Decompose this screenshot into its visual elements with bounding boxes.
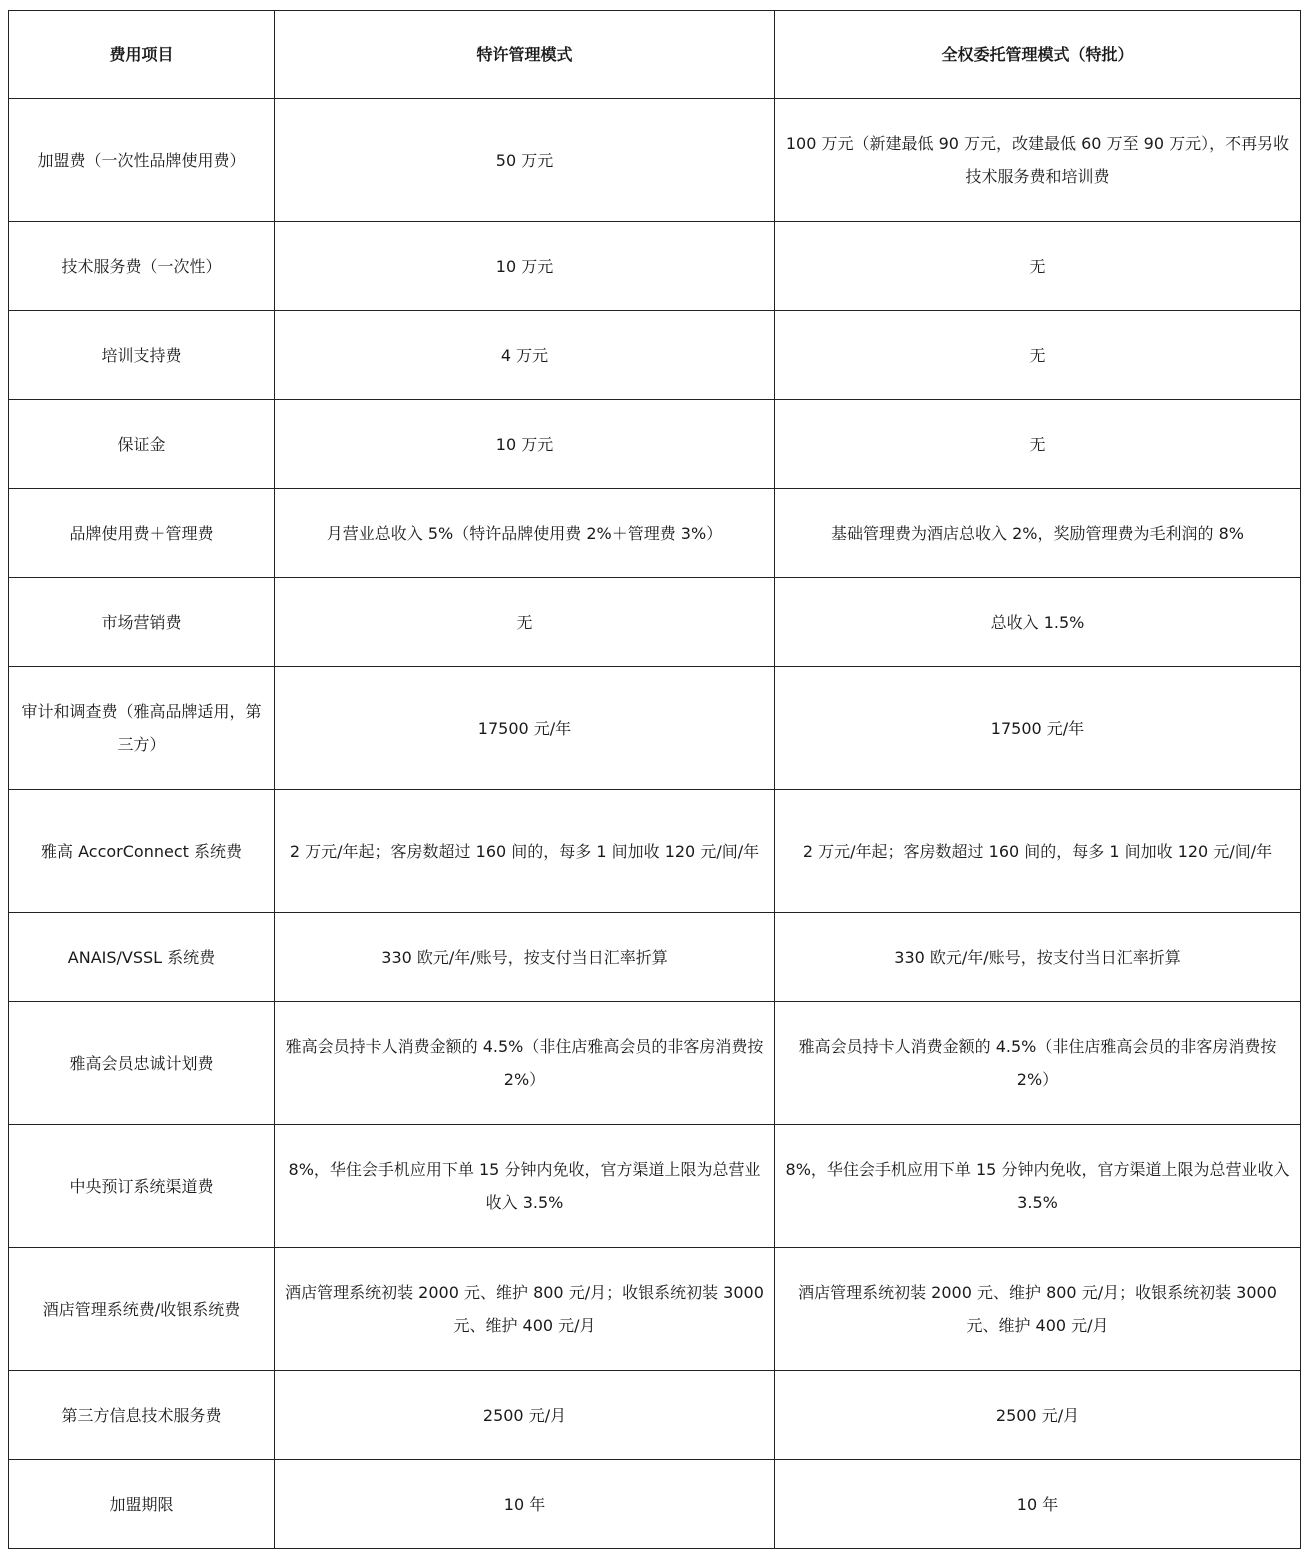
header-managed-mode: 全权委托管理模式（特批）	[775, 11, 1301, 99]
managed-cell: 总收入 1.5%	[775, 578, 1301, 667]
managed-cell: 2 万元/年起；客房数超过 160 间的，每多 1 间加收 120 元/间/年	[775, 790, 1301, 913]
franchise-cell: 酒店管理系统初装 2000 元、维护 800 元/月；收银系统初装 3000 元、维护 400 元/月	[275, 1248, 775, 1371]
fee-item-cell: 第三方信息技术服务费	[9, 1371, 275, 1460]
header-fee-item: 费用项目	[9, 11, 275, 99]
franchise-cell: 4 万元	[275, 311, 775, 400]
fee-item-cell: 培训支持费	[9, 311, 275, 400]
franchise-cell: 10 年	[275, 1460, 775, 1549]
franchise-cell: 2 万元/年起；客房数超过 160 间的，每多 1 间加收 120 元/间/年	[275, 790, 775, 913]
fee-item-cell: 雅高 AccorConnect 系统费	[9, 790, 275, 913]
fee-item-cell: 技术服务费（一次性）	[9, 222, 275, 311]
franchise-cell: 10 万元	[275, 222, 775, 311]
franchise-cell: 10 万元	[275, 400, 775, 489]
table-row	[9, 311, 1301, 400]
fee-item-cell: 雅高会员忠诚计划费	[9, 1002, 275, 1125]
table-row	[9, 913, 1301, 1002]
managed-cell: 330 欧元/年/账号，按支付当日汇率折算	[775, 913, 1301, 1002]
table-row	[9, 1002, 1301, 1125]
table-row	[9, 578, 1301, 667]
franchise-cell: 8%，华住会手机应用下单 15 分钟内免收，官方渠道上限为总营业收入 3.5%	[275, 1125, 775, 1248]
table-row	[9, 400, 1301, 489]
fee-item-cell: 中央预订系统渠道费	[9, 1125, 275, 1248]
table-row	[9, 1371, 1301, 1460]
franchise-cell: 17500 元/年	[275, 667, 775, 790]
table-row	[9, 99, 1301, 222]
franchise-cell: 雅高会员持卡人消费金额的 4.5%（非住店雅高会员的非客房消费按 2%）	[275, 1002, 775, 1125]
managed-cell: 基础管理费为酒店总收入 2%，奖励管理费为毛利润的 8%	[775, 489, 1301, 578]
managed-cell: 10 年	[775, 1460, 1301, 1549]
managed-cell: 8%，华住会手机应用下单 15 分钟内免收，官方渠道上限为总营业收入 3.5%	[775, 1125, 1301, 1248]
managed-cell: 无	[775, 222, 1301, 311]
managed-cell: 17500 元/年	[775, 667, 1301, 790]
franchise-cell: 无	[275, 578, 775, 667]
franchise-cell: 330 欧元/年/账号，按支付当日汇率折算	[275, 913, 775, 1002]
franchise-cell: 50 万元	[275, 99, 775, 222]
table-row	[9, 790, 1301, 913]
table-row	[9, 1248, 1301, 1371]
fee-comparison-table	[8, 10, 1301, 1549]
managed-cell: 无	[775, 400, 1301, 489]
fee-item-cell: 审计和调查费（雅高品牌适用，第三方）	[9, 667, 275, 790]
fee-item-cell: 品牌使用费＋管理费	[9, 489, 275, 578]
franchise-cell: 2500 元/月	[275, 1371, 775, 1460]
table-row	[9, 489, 1301, 578]
table-header-row	[9, 11, 1301, 99]
table-row	[9, 667, 1301, 790]
managed-cell: 2500 元/月	[775, 1371, 1301, 1460]
table-row	[9, 222, 1301, 311]
managed-cell: 无	[775, 311, 1301, 400]
table-row	[9, 1125, 1301, 1248]
fee-item-cell: 市场营销费	[9, 578, 275, 667]
fee-item-cell: 加盟费（一次性品牌使用费）	[9, 99, 275, 222]
managed-cell: 酒店管理系统初装 2000 元、维护 800 元/月；收银系统初装 3000 元、维护 400 元/月	[775, 1248, 1301, 1371]
fee-item-cell: 酒店管理系统费/收银系统费	[9, 1248, 275, 1371]
fee-item-cell: 保证金	[9, 400, 275, 489]
franchise-cell: 月营业总收入 5%（特许品牌使用费 2%＋管理费 3%）	[275, 489, 775, 578]
managed-cell: 雅高会员持卡人消费金额的 4.5%（非住店雅高会员的非客房消费按 2%）	[775, 1002, 1301, 1125]
fee-item-cell: 加盟期限	[9, 1460, 275, 1549]
managed-cell: 100 万元（新建最低 90 万元，改建最低 60 万至 90 万元），不再另收技术服务费和培训费	[775, 99, 1301, 222]
table-row	[9, 1460, 1301, 1549]
header-franchise-mode: 特许管理模式	[275, 11, 775, 99]
fee-item-cell: ANAIS/VSSL 系统费	[9, 913, 275, 1002]
